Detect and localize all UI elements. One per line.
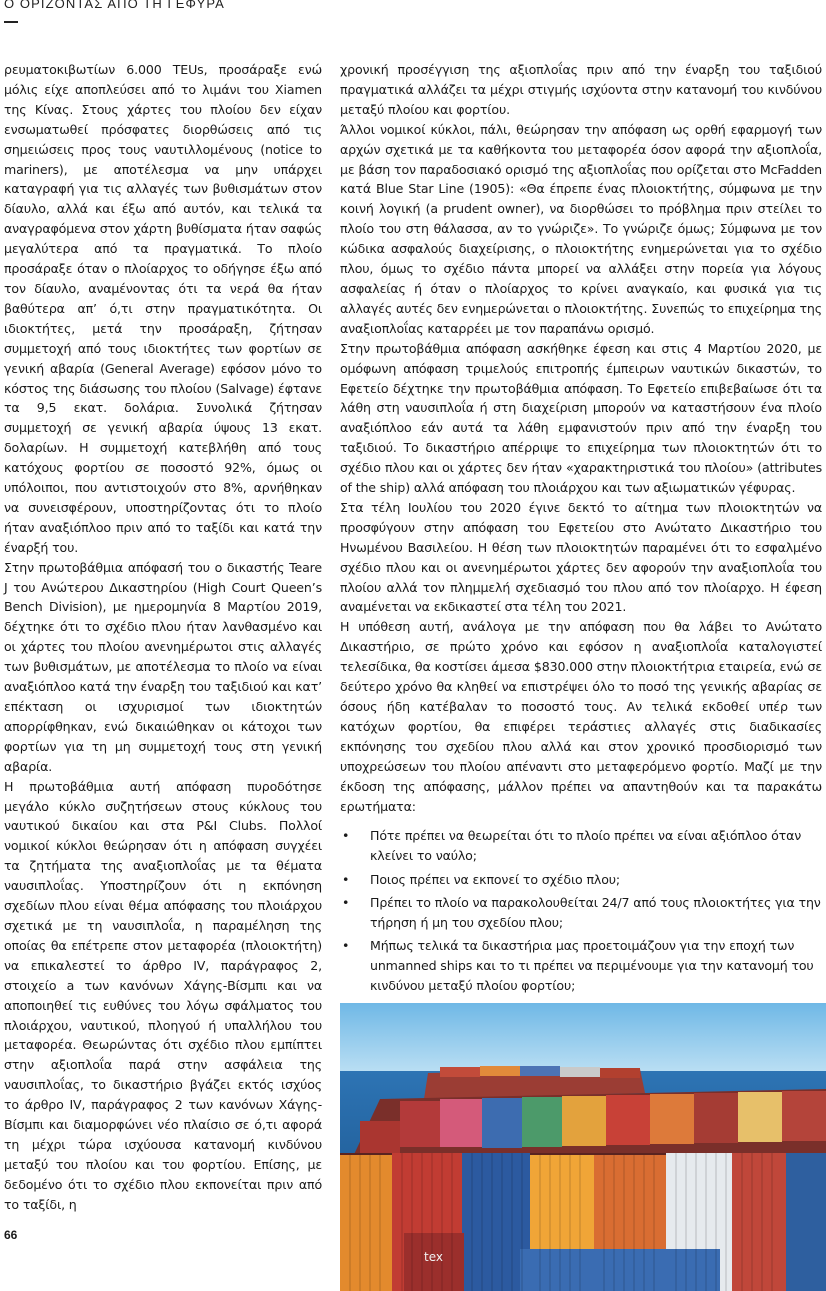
- left-column: [4, 60, 322, 1215]
- header-rule: [4, 21, 18, 23]
- sky: [340, 1003, 826, 1071]
- list-item-text: Μήπως τελικά τα δικαστήρια μας προετοιμάζουν για την εποχή των unmanned ships και το τι πρέπει να περιμένουμε για την κατανομή του κινδύνου μεταξύ πλοίου φορτίου;: [370, 938, 814, 993]
- right-paragraph-1: χρονική προσέγγιση της αξιοπλοΐας πριν από την έναρξη του ταξιδιού πραγματικά αλλάζει τα μέχρι στιγμής ισχύοντα στην κατανομή του κινδύνου μεταξύ πλοίου και φορτίου.: [340, 62, 822, 117]
- bullet-icon: •: [342, 938, 350, 954]
- list-item-text: Πρέπει το πλοίο να παρακολουθείται 24/7 από τους πλοιοκτήτες για την τήρηση ή μη του σχεδίου πλου;: [370, 895, 821, 930]
- list-item: [340, 870, 822, 890]
- question-list: [340, 826, 822, 995]
- bullet-icon: •: [342, 895, 350, 911]
- list-item-text: Πότε πρέπει να θεωρείται ότι το πλοίο πρέπει να είναι αξιόπλοο όταν κλείνει το ναύλο;: [370, 828, 802, 864]
- right-paragraph-4: Στα τέλη Ιουλίου του 2020 έγινε δεκτό το αίτημα των πλοιοκτητών να προσφύγουν στην απόφαση του Εφετείου στο Ανώτατο Δικαστήριο του Ηνωμένου Βασιλείου. Η θέση των πλοιοκτητών παραμένει ότι το εσφαλμένο σχέδιο πλου και οι ανενημέρωτοι χάρτες δεν αφορούν την αναξιοπλοΐα του πλοίου αλλά τον πλημμελή σχεδιασμό του πλου από τον πλοίαρχο. Η έφεση αναμένεται να εκδικαστεί στα τέλη του 2021.: [340, 499, 822, 615]
- bullet-icon: •: [342, 871, 350, 887]
- middle-container-stack: [350, 1089, 826, 1163]
- left-paragraph-3: Η πρωτοβάθμια αυτή απόφαση πυροδότησε μεγάλο κύκλο συζητήσεων στους κύκλους του ναυτικού δικαίου και στα P&I Clubs. Πολλοί νομικοί κύκλοι θεώρησαν ότι η απόφαση συγχέει τα ζητήματα της αναξιοπλοΐας με τα θέματα ναυσιπλοΐας. Υποστηρίζουν ότι η εκπόνηση σχεδίων πλου είναι θέμα απόφασης του πλοιάρχου σχετικά με τη ναυσιπλοΐα, η παραμέληση της οποίας θα επέτρεπε στον μεταφορέα (πλοιοκτήτη) να επικαλεστεί το άρθρο IV, παράγραφος 2, στοιχείο a των κανόνων Χάγης-Βίσμπι και να αποποιηθεί τις ευθύνες του λόγω σφάλματος του πλοιάρχου, ναυτικού, πλοηγού ή υπαλλήλου του μεταφορέα. Θεωρώντας ότι σχέδιο πλου εμπίπτει στην αξιοπλοΐα παρά στην ασφάλεια της ναυσιπλοΐας, το δικαστήριο βγάζει εκτός ισχύος το άρθρο IV, παράγραφος 2 των κανόνων Χάγης-Βίσμπι και διαμορφώνει νέο πλαίσιο σε ό,τι αφορά τη μέχρι τώρα ισχύουσα κατανομή κινδύνου μεταξύ του πλοίου και του φορτίου. Επίσης, με δεδομένο ότι το σχέδιο πλου εκπονείται πριν από το ταξίδι, η: [4, 778, 322, 1212]
- list-item: [340, 893, 822, 932]
- container-ship-photo: [340, 1003, 826, 1291]
- right-paragraph-3: Στην πρωτοβάθμια απόφαση ασκήθηκε έφεση και στις 4 Μαρτίου 2020, με ομόφωνη απόφαση τριμελούς επιτροπής έμπειρων ναυτικών δικαστών, το Εφετείο δέχτηκε την πρωτοβάθμια απόφαση. Το Εφετείο επιβεβαίωσε ότι τα λάθη στη ναυσιπλοΐα ή στη διαχείριση μπορούν να καταστήσουν ένα πλοίο αναξιόπλοο εάν αυτά τα λάθη εμφανιστούν πριν από την έναρξη του ταξιδιού. Το δικαστήριο απέρριψε το επιχείρημα των πλοιοκτητών ότι το σχέδιο πλου και οι χάρτες δεν ήταν «χαρακτηριστικά του πλοίου» (attributes of the ship) αλλά απόφαση του πλοιάρχου και των αξιωματικών γέφυρας.: [340, 340, 822, 496]
- container-marking: tex: [424, 1250, 443, 1264]
- left-paragraph-1: ρευματοκιβωτίων 6.000 TEUs, προσάραξε ενώ μόλις είχε αποπλεύσει από το λιμάνι του Xiamen της Κίνας. Στους χάρτες του πλοίου δεν είχαν ενσωματωθεί πρόσφατες διορθώσεις από τις σημειώσεις προς τους ναυτιλλομένους (notice to mariners), με αποτέλεσμα να μην υπάρχει καταγραφή για τις αλλαγές των βυθισμάτων στον δίαυλο, αλλά και έξω από αυτόν, και τελικά τα αναγραφόμενα στον χάρτη βυθίσματα ήταν σαφώς μεγαλύτερα από τα πραγματικά. Το πλοίο προσάραξε όταν ο πλοίαρχος το οδήγησε έξω από τον δίαυλο, αναμένοντας ότι τα νερά θα ήταν βαθύτερα απ’ ό,τι στην πραγματικότητα. Οι ιδιοκτήτες, μετά την προσάραξη, ζήτησαν συμμετοχή από τους ιδιοκτήτες των φορτίων σε γενική αβαρία (General Average) εφόσον μόνο το κόστος της διάσωσης του πλοίου (Salvage) έφτανε τα 9,5 εκατ. δολάρια. Συνολικά ζήτησαν συμμετοχή σε γενική αβαρία ύψους 13 εκατ. δολαρίων. Η συμμετοχή κατεβλήθη από τους κατόχους φορτίου σε ποσοστό 92%, όμως οι υπόλοιποι, που αντιστοιχούν στο 8%, αρνήθηκαν να συνεισφέρουν, υποστηρίζοντας ότι το πλοίο ήταν αναξιόπλοο πριν από το ταξίδι και κατά την έναρξή του.: [4, 62, 322, 555]
- right-paragraph-5: Η υπόθεση αυτή, ανάλογα με την απόφαση που θα λάβει το Ανώτατο Δικαστήριο, σε πρώτο χρόνο και εφόσον η αναξιοπλοΐα καταλογιστεί τελεσίδικα, θα κοστίσει άμεσα $830.000 στην πλοιοκτήτρια εταιρεία, ενώ σε δεύτερο χρόνο θα κληθεί να επιστρέψει όλο το ποσό της γενικής αβαρίας σε όσους ήδη κατέβαλαν το ποσοστό τους. Αν τελικά εκδοθεί υπέρ των κατόχων φορτίου, θα επιφέρει τεράστιες αλλαγές στις διαδικασίες εκπόνησης του σχεδίου πλου αλλά και στον χρονικό προσδιορισμό των υποχρεώσεων του πλοίου απέναντι στο μεταφερόμενο φορτίο. Μαζί με την έκδοση της απόφασης, μάλλον πρέπει να απαντηθούν και τα παρακάτω ερωτήματα:: [340, 619, 822, 814]
- near-container-stack: [340, 1153, 826, 1291]
- bullet-icon: •: [342, 828, 350, 844]
- section-title: Ο ΟΡΙΖΟΝΤΑΣ ΑΠΟ ΤΗ ΓΕΦΥΡΑ: [4, 0, 225, 11]
- right-paragraph-2: Άλλοι νομικοί κύκλοι, πάλι, θεώρησαν την απόφαση ως ορθή εφαρμογή των αρχών σχετικά με τα καθήκοντα του μεταφορέα όσον αφορά την αξιοπλοΐα, με βάση τον παραδοσιακό ορισμό της αξιοπλοΐας που ορίζεται στο McFadden κατά Blue Star Line (1905): «Θα έπρεπε ένας πλοιοκτήτης, σύμφωνα με την κοινή λογική (a prudent owner), να διορθώσει το πρόβλημα πριν στείλει το πλοίο του στη θάλασσα, αν το γνώριζε». Το γνώριζε όμως; Σύμφωνα με τον κώδικα ασφαλούς διαχείρισης, ο πλοιοκτήτης ενημερώνεται για το σχέδιο πλου, όμως το σχέδιο πάντα μπορεί να αλλάξει στην πορεία για λόγους ασφαλείας ή όταν ο πλοίαρχος το κρίνει αναγκαίο, και φυσικά για τις αλλαγές αυτές δεν ενημερώνεται ο πλοιοκτήτης. Συνεπώς το επιχείρημα της αναξιοπλοΐας καταρρέει με τον παραπάνω ορισμό.: [340, 121, 822, 336]
- list-item-text: Ποιος πρέπει να εκπονεί το σχέδιο πλου;: [370, 871, 620, 887]
- list-item: [340, 936, 822, 995]
- right-column: [340, 60, 822, 999]
- list-item: [340, 826, 822, 865]
- left-paragraph-2: Στην πρωτοβάθμια απόφασή του ο δικαστής Teare J του Ανώτερου Δικαστηρίου (High Court Queen’s Bench Division), με ημερομηνία 8 Μαρτίου 2019, δέχτηκε ότι το σχέδιο πλου ήταν λανθασμένο και οι χάρτες του πλοίου ανενημέρωτοι στις αλλαγές των βυθισμάτων, με αποτέλεσμα το πλοίο να είναι αναξιόπλοο κατά την έναρξη του ταξιδιού και κατ’ επέκταση οι ισχυρισμοί των ιδιοκτητών απορρίφθηκαν, ενώ δικαιώθηκαν οι κάτοχοι των φορτίων για τη μη συμμετοχή τους στη γενική αβαρία.: [4, 559, 322, 774]
- page-header: [4, 0, 404, 23]
- page-number: 66: [4, 1228, 18, 1242]
